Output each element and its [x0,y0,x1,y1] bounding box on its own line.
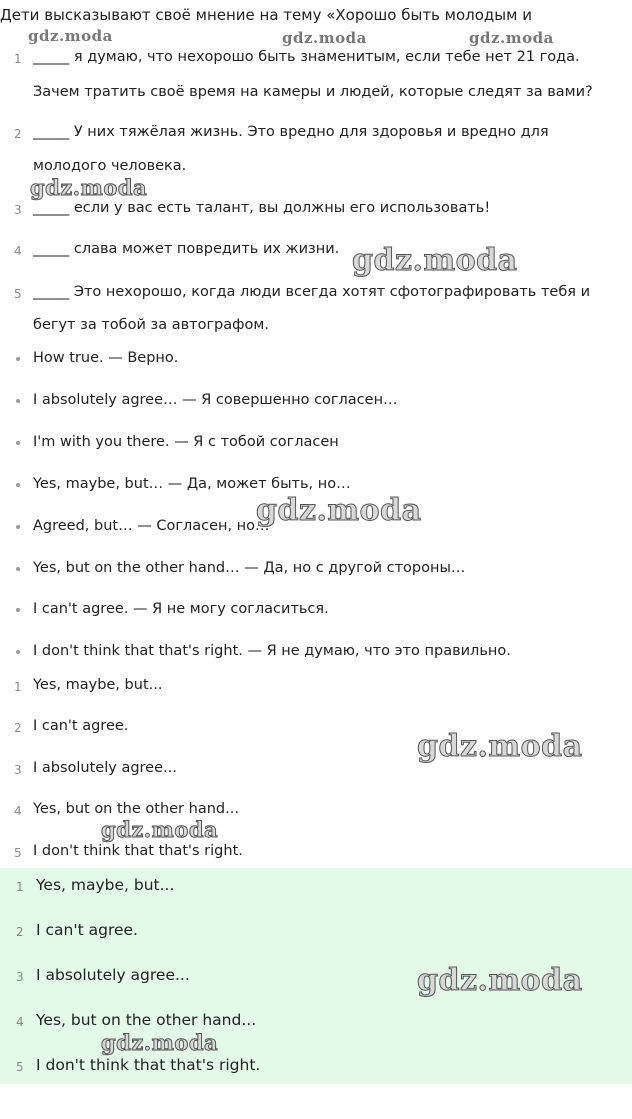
statement-line: бегут за тобой за автографом. [33,317,269,333]
statement-number: 5 [14,287,22,301]
answer-text: I don't think that that's right. [33,843,243,859]
answer-text: Yes, but on the other hand... [36,1011,257,1029]
answer-number: 3 [14,763,22,777]
answer-number: 1 [16,880,24,894]
phrase-item: I can't agree. — Я не могу согласиться. [33,601,329,617]
watermark: gdz.moda [352,243,518,278]
statement-line: _____ слава может повредить их жизни. [33,241,340,257]
watermark: gdz.moda [417,963,583,998]
answer-text: Yes, maybe, but... [36,876,175,894]
phrase-item: I don't think that that's right. — Я не думаю, что это правильно. [33,643,511,659]
phrase-item: How true. — Верно. [33,350,179,366]
statement-number: 4 [14,244,22,258]
bullet [16,608,20,612]
bullet [16,483,20,487]
bullet [16,399,20,403]
answer-number: 2 [16,925,24,939]
watermark: gdz.moda [30,175,148,200]
answer-text: I absolutely agree... [36,966,190,984]
bullet [16,650,20,654]
bullet [16,441,20,445]
answer-text: Yes, but on the other hand... [33,801,239,817]
answer-number: 2 [14,721,22,735]
statement-line: _____ если у вас есть талант, вы должны его использовать! [33,200,491,216]
statement-line: Зачем тратить своё время на камеры и людей, которые следят за вами? [33,84,593,100]
answer-text: I can't agree. [36,921,138,939]
statement-number: 3 [14,203,22,217]
phrase-item: Yes, but on the other hand… — Да, но с другой стороны… [33,560,466,576]
answer-text: I can't agree. [33,718,129,734]
statement-number: 2 [14,127,22,141]
bullet [16,525,20,529]
answer-number: 1 [14,680,22,694]
answer-number: 3 [16,970,24,984]
answer-number: 5 [16,1060,24,1074]
answer-text: I don't think that that's right. [36,1056,261,1074]
answer-number: 5 [14,846,22,860]
watermark: gdz.moda [256,493,422,528]
answer-text: Yes, maybe, but... [33,677,163,693]
phrase-item: I absolutely agree… — Я совершенно согласен… [33,392,398,408]
answer-text: I absolutely agree... [33,760,177,776]
phrase-item: Yes, maybe, but… — Да, может быть, но… [33,476,351,492]
statement-line: _____ я думаю, что нехорошо быть знаменитым, если тебе нет 21 года. [33,49,580,65]
task-heading: Дети высказывают своё мнение на тему «Хорошо быть молодым и [0,6,532,24]
watermark: gdz.moda [417,729,583,764]
statement-number: 1 [14,52,22,66]
watermark: gdz.moda [101,1030,219,1055]
bullet [16,357,20,361]
statement-line: молодого человека. [33,158,187,174]
watermark: gdz.moda [469,29,554,47]
bullet [16,567,20,571]
watermark: gdz.moda [101,817,219,842]
answer-number: 4 [14,804,22,818]
watermark: gdz.moda [28,27,113,45]
phrase-item: Agreed, but… — Согласен, но… [33,518,270,534]
statement-line: _____ Это нехорошо, когда люди всегда хотят сфотографировать тебя и [33,284,591,300]
watermark: gdz.moda [282,29,367,47]
phrase-item: I'm with you there. — Я с тобой согласен [33,434,339,450]
answer-number: 4 [16,1015,24,1029]
statement-line: _____ У них тяжёлая жизнь. Это вредно для здоровья и вредно для [33,124,549,140]
